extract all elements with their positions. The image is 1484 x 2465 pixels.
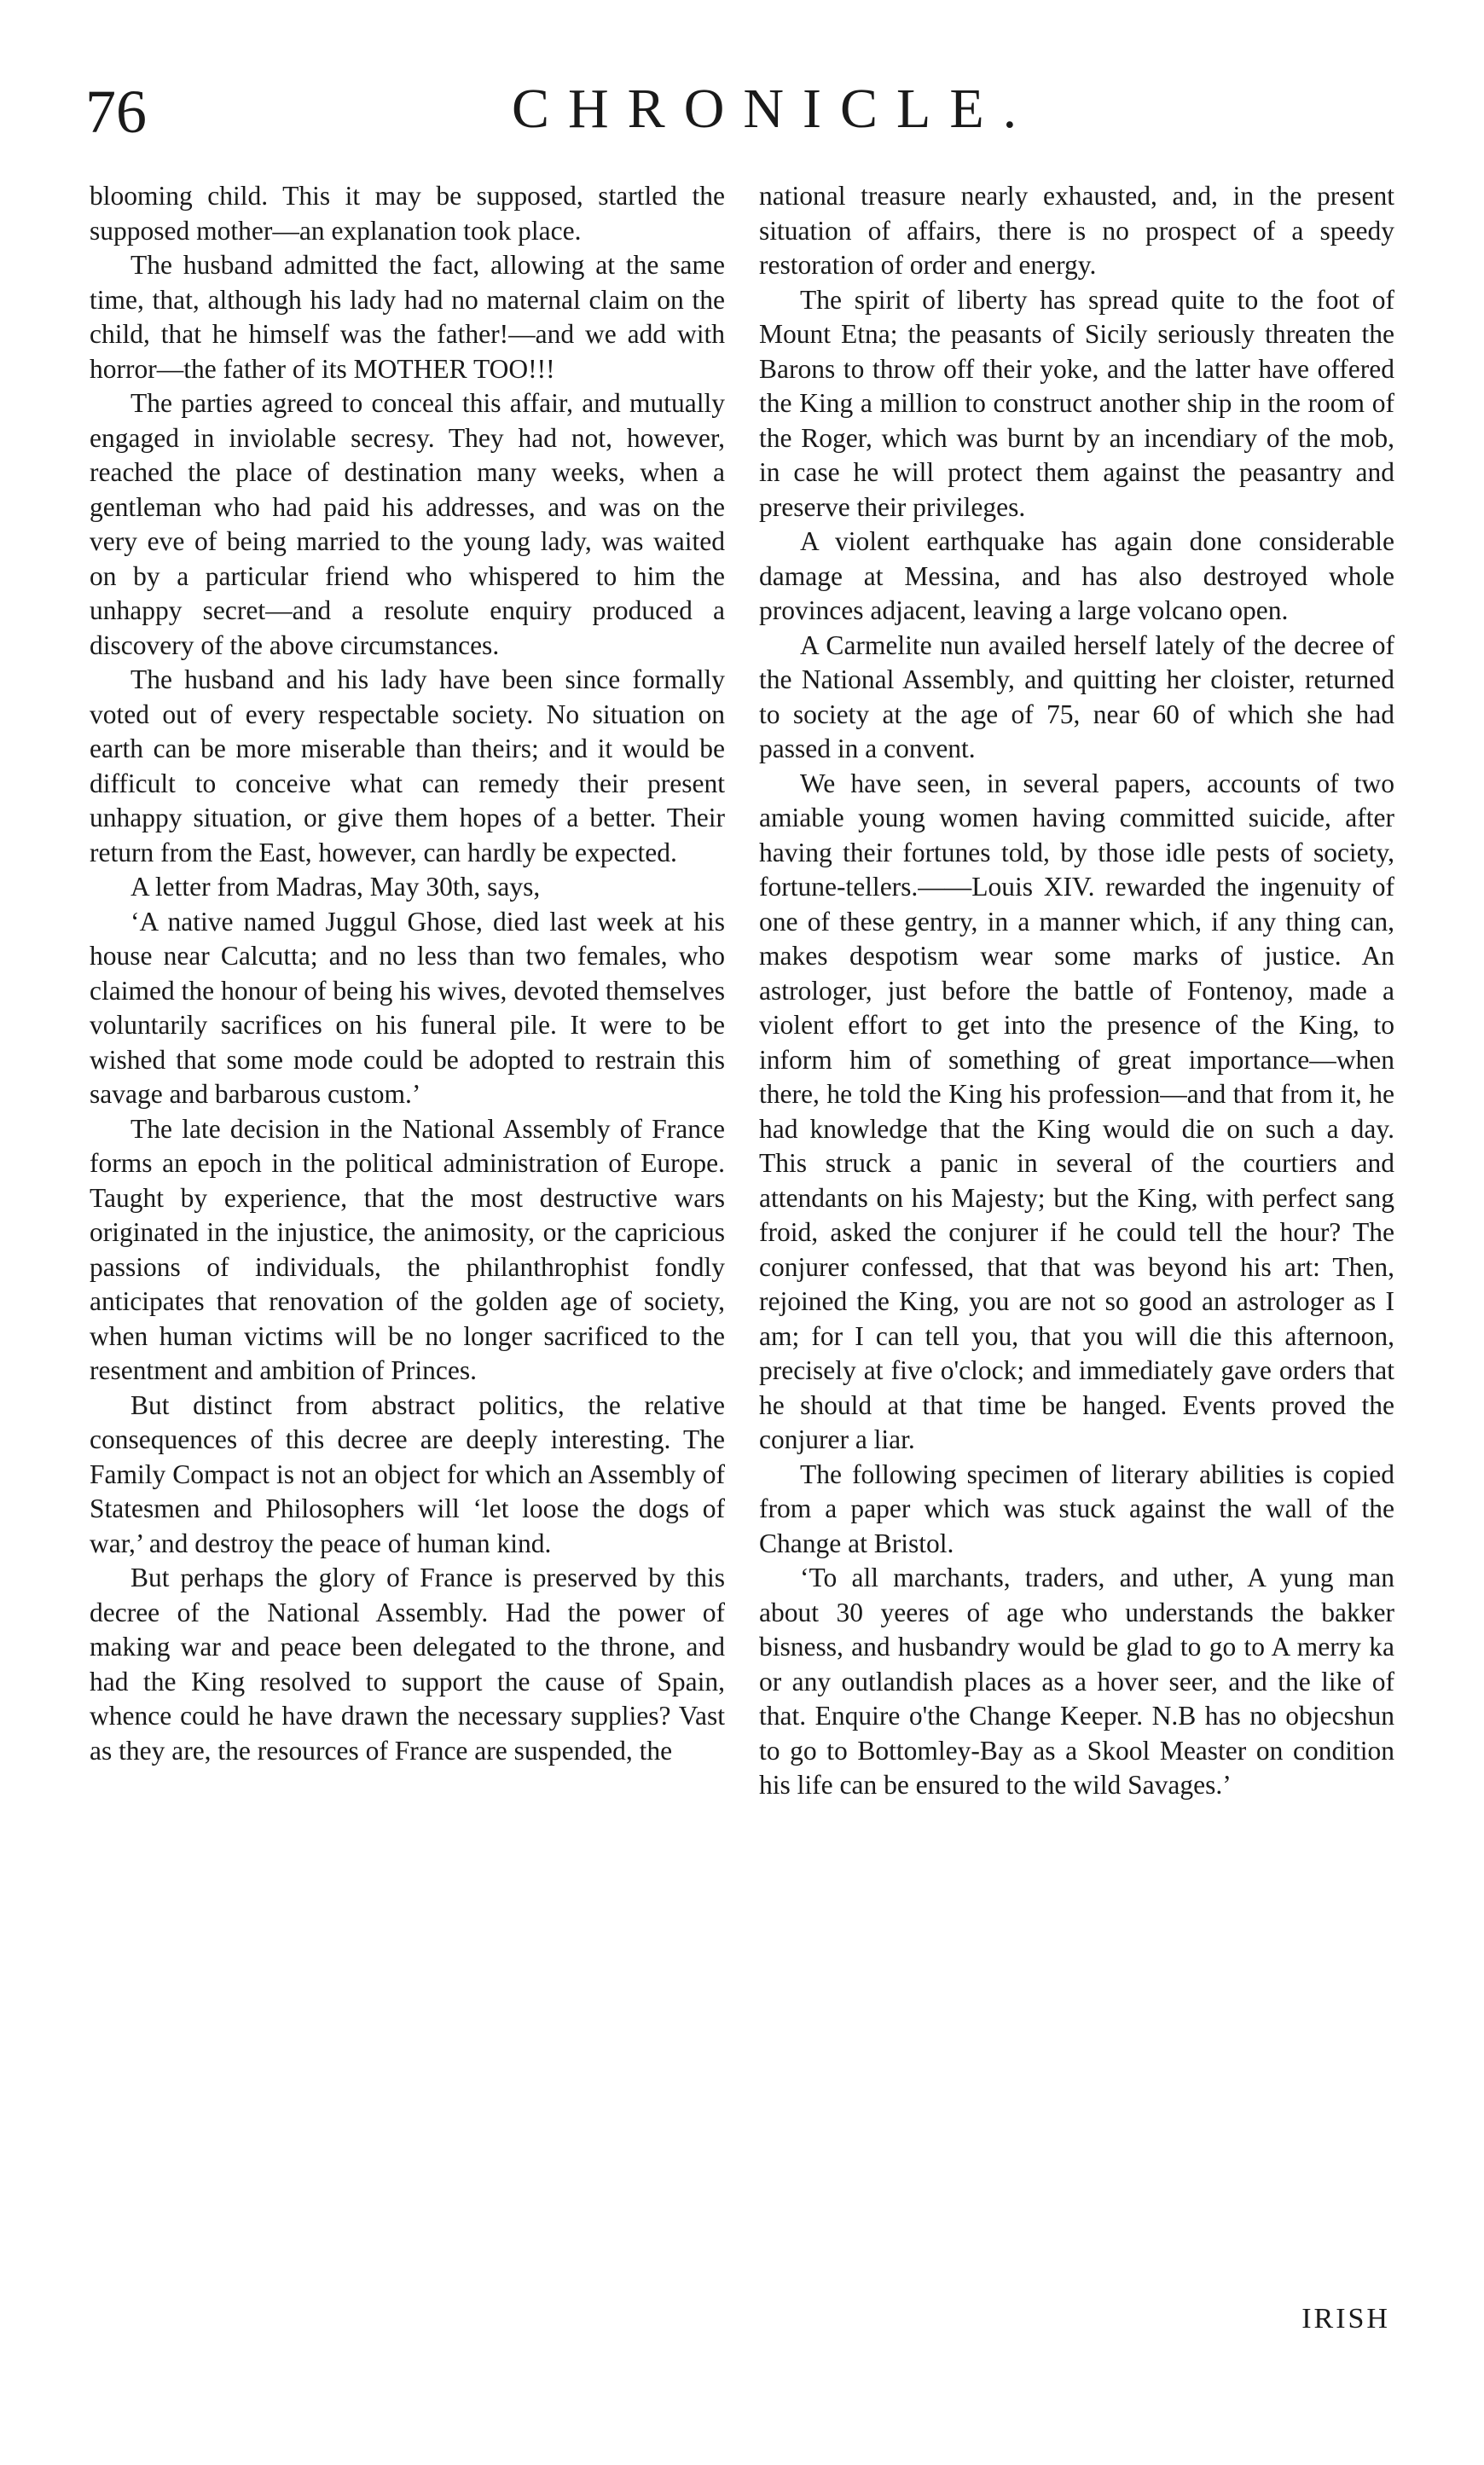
paragraph: But distinct from abstract politics, the relative consequences of this decree are deeply interesting. The Family Compact is not an object for which an Assembly of Statesmen and Philosophers will ‘let loose the dogs of war,’ and destroy the peace of human kind. (90, 1389, 725, 1558)
paragraph: The late decision in the National Assembly of France forms an epoch in the political administration of Europe. Taught by experience, that the most destructive wars originated in the injustice, the animosity, or the capricious passions of individuals, the philanthrophist fondly anticipates that renovation of the golden age of society, when human victims will be no longer sacrificed to the resentment and ambition of Princes. (90, 1113, 725, 1385)
paragraph: The husband admitted the fact, allowing at the same time, that, although his lady had no maternal claim on the child, that he himself was the father!—and we add with horror—the father of its MOTHER TOO!!! (90, 250, 725, 384)
paragraph: The parties agreed to conceal this affair, and mutually engaged in inviolable secresy. They had not, however, reached the place of destination many weeks, when a gentleman who had paid his addresses, and was on the very eve of being married to the young lady, was waited on by a particular friend who whispered to him the unhappy secret—and a resolute enquiry produced a discovery of the above circumstances. (90, 388, 725, 660)
catchword: IRISH (1301, 2303, 1390, 2334)
right-column (759, 179, 1394, 1803)
paragraph: The husband and his lady have been since formally voted out of every respectable society. No situation on earth can be more miserable than theirs; and it would be difficult to conceive what can remedy their present unhappy situation, or give them hopes of a better. Their return from the East, however, can hardly be expected. (90, 664, 725, 867)
paragraph: A Carmelite nun availed herself lately of the decree of the National Assembly, and quitting her cloister, returned to society at the age of 75, near 60 of which she had passed in a convent. (759, 629, 1394, 763)
left-column (90, 179, 725, 1768)
paragraph: blooming child. This it may be supposed, startled the supposed mother—an explanation took place. (90, 181, 725, 246)
advertisement-quote: ‘To all marchants, traders, and uther, A yung man about 30 yeeres of age who understands the bakker bisness, and husbandry would be glad to go to A merry ka or any outlandish places as a hover seer, and the like of that. Enquire o'the Change Keeper. N.B has no objecshun to go to Bottomley-Bay as a Skool Measter on condition his life can be ensured to the wild Savages.’ (759, 1563, 1394, 1800)
running-head: CHRONICLE. (512, 78, 1036, 140)
paragraph: The spirit of liberty has spread quite to the foot of Mount Etna; the peasants of Sicily seriously threaten the Barons to throw off their yoke, and the latter have offered the King a million to construct another ship in the room of the Roger, which was burnt by an incendiary of the mob, in case he will protect them against the peasantry and preserve their privileges. (759, 284, 1394, 522)
paragraph: national treasure nearly exhausted, and, in the present situation of affairs, there is no prospect of a speedy restoration of order and energy. (759, 181, 1394, 280)
page-header (0, 78, 1484, 158)
paragraph: The following specimen of literary abilities is copied from a paper which was stuck against the wall of the Change at Bristol. (759, 1459, 1394, 1558)
page-number: 76 (85, 78, 147, 146)
paragraph: We have seen, in several papers, accounts of two amiable young women having committed suicide, after having their fortunes told, by those idle pests of society, fortune-tellers.——Louis XIV. rewarded the ingenuity of one of these gentry, in a manner which, if any thing can, makes despotism wear some marks of justice. An astrologer, just before the battle of Fontenoy, made a violent effort to get into the presence of the King, to inform him of something of great importance—when there, he told the King his profession—and that from it, he had knowledge that the King would die on such a day. This struck a panic in several of the courtiers and attendants on his Majesty; but the King, with perfect sang froid, asked the conjurer if he could tell the hour? The conjurer confessed, that that was beyond his art: Then, rejoined the King, you are not so good an astrologer as I am; for I can tell you, that you will die this afternoon, precisely at five o'clock; and immediately gave orders that he should at that time be hanged. Events proved the conjurer a liar. (759, 768, 1394, 1454)
paragraph: A letter from Madras, May 30th, says, (130, 872, 541, 902)
paragraph: A violent earthquake has again done considerable damage at Messina, and has also destroyed whole provinces adjacent, leaving a large volcano open. (759, 526, 1394, 625)
quoted-letter: ‘A native named Juggul Ghose, died last week at his house near Calcutta; and no less than two females, who claimed the honour of being his wives, devoted themselves voluntarily sacrifices on his funeral pile. It were to be wished that some mode could be adopted to restrain this savage and barbarous custom.’ (90, 906, 725, 1109)
paragraph: But perhaps the glory of France is preserved by this decree of the National Assembly. Had the power of making war and peace been delegated to the throne, and had the King resolved to support the cause of Spain, whence could he have drawn the necessary supplies? Vast as they are, the resources of France are suspended, the (90, 1563, 725, 1766)
